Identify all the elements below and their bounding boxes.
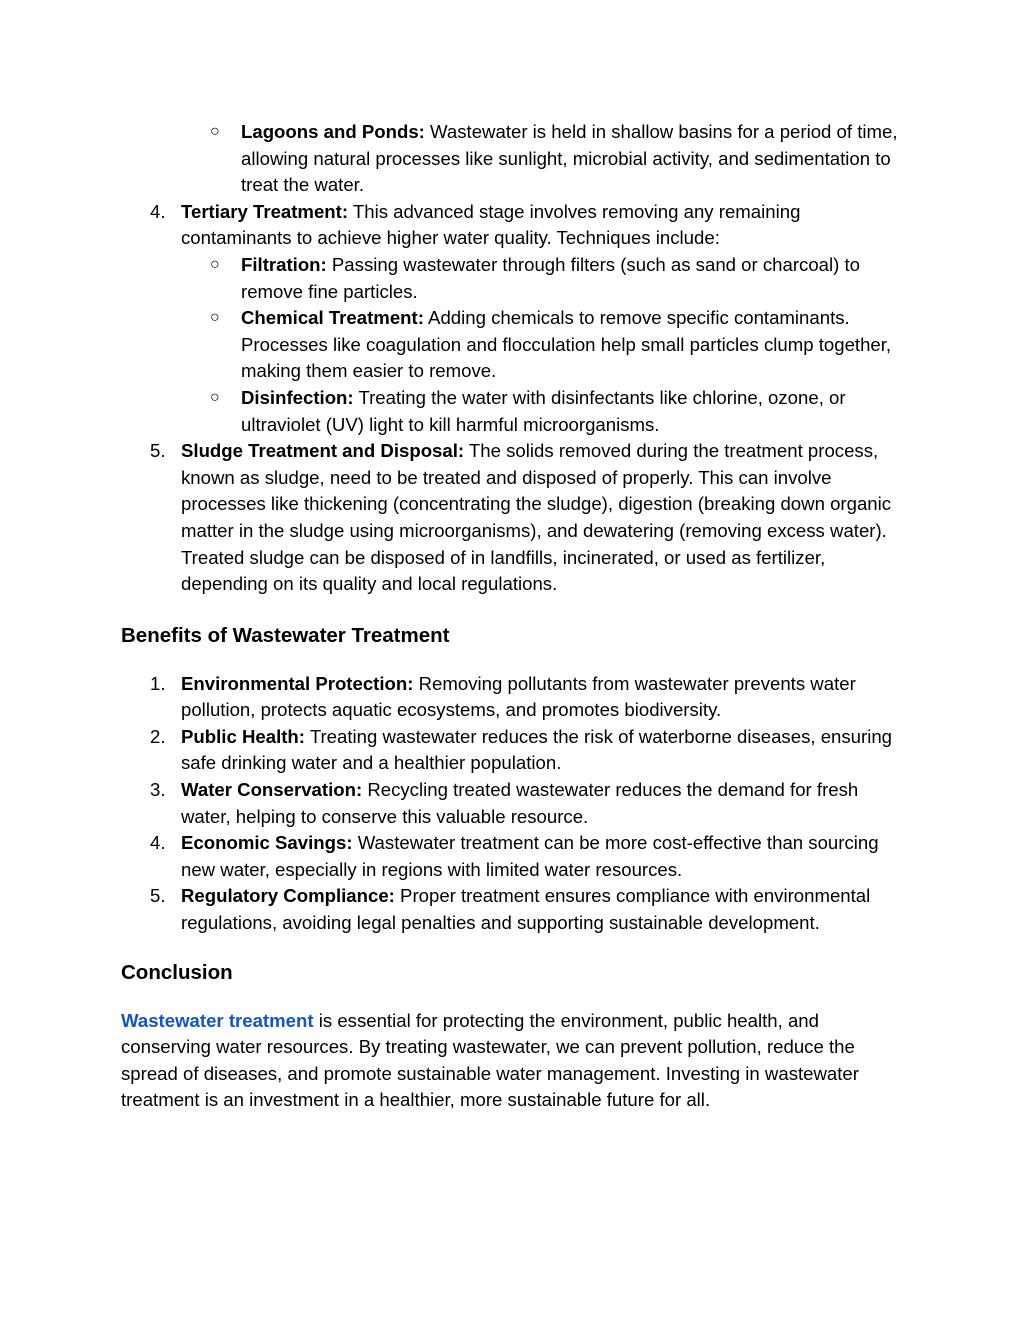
conclusion-text: is essential for protecting the environment, public health, and conserving water resources. By treating wastewater, we can prevent pollution, reduce the spread of diseases, and promote sustainable water management. Investing in wastewater treatment is an investment in a healthier, more sustainable future for all. [121,1009,859,1111]
hollow-circle-bullet-icon: ○ [210,388,220,406]
list-item-tertiary-treatment [121,199,911,438]
list-item-regulatory-compliance [121,883,911,936]
list-number: 3. [150,779,166,801]
list-item-title: Lagoons and Ponds: [241,121,425,142]
tertiary-techniques-list [181,252,911,438]
list-item-text: Proper treatment ensures compliance with environmental regulations, avoiding legal penalties and supporting sustainable development. [181,885,871,934]
continued-sub-list [121,119,911,199]
list-item-title: Disinfection: [241,386,354,408]
list-item-title: Environmental Protection: [181,672,414,694]
list-item-text: Passing wastewater through filters (such as sand or charcoal) to remove fine particles. [241,253,861,302]
conclusion-paragraph [121,1008,911,1114]
list-number: 5. [150,440,166,462]
list-item-economic-savings [121,830,911,883]
treatment-process-list [121,199,911,598]
document-content [121,119,911,1114]
list-item-text: The solids removed during the treatment process, known as sludge, need to be treated and disposed of properly. This can involve processes like thickening (concentrating the sludge), digestion (breaking down organic matter in the sludge using microorganisms), and dewatering (removing excess water). Treated sludge can be disposed of in landfills, incinerated, or used as fertilizer, depending on its quality and local regulations. [181,440,892,595]
hollow-circle-bullet-icon: ○ [210,123,220,140]
list-item-text: Wastewater is held in shallow basins for a period of time, allowing natural processes like sunlight, microbial activity, and sedimentation to treat the water. [241,121,898,196]
list-number: 5. [150,885,166,907]
list-number: 4. [150,832,166,854]
section-heading-benefits: Benefits of Wastewater Treatment [121,623,450,647]
list-item-title: Public Health: [181,725,305,747]
list-item-title: Water Conservation: [181,779,363,801]
list-item-filtration [181,252,911,305]
list-item-text: Wastewater treatment can be more cost-effective than sourcing new water, especially in regions with limited water resources. [181,832,879,880]
list-item-title: Sludge Treatment and Disposal: [181,440,465,462]
list-item-title: Economic Savings: [181,832,353,854]
section-heading-conclusion: Conclusion [121,960,233,984]
benefits-list [121,671,911,937]
list-item-lagoons [121,119,911,199]
list-item-water-conservation [121,777,911,830]
list-number: 1. [150,672,166,694]
list-item-text: Removing pollutants from wastewater prevents water pollution, protects aquatic ecosystems, and promotes biodiversity. [181,672,856,721]
list-number: 4. [150,200,166,222]
list-item-title: Chemical Treatment: [241,307,424,329]
list-item-title: Tertiary Treatment: [181,200,349,222]
list-item-text: Treating the water with disinfectants like chlorine, ozone, or ultraviolet (UV) light to kill harmful microorganisms. [241,386,846,435]
list-item-chemical-treatment [181,305,911,385]
list-item-text: Recycling treated wastewater reduces the demand for fresh water, helping to conserve this valuable resource. [181,779,859,827]
list-item-environmental-protection [121,671,911,724]
hollow-circle-bullet-icon: ○ [210,309,220,327]
list-item-public-health [121,724,911,777]
hollow-circle-bullet-icon: ○ [210,255,220,273]
list-item-text: This advanced stage involves removing any remaining contaminants to achieve higher water quality. Techniques include: [181,200,801,249]
list-item-text: Treating wastewater reduces the risk of waterborne diseases, ensuring safe drinking water and a healthier population. [181,725,893,774]
wastewater-treatment-link[interactable]: Wastewater treatment [121,1009,319,1031]
list-item-disinfection [181,385,911,438]
list-item-title: Filtration: [241,253,327,275]
list-item-title: Regulatory Compliance: [181,885,395,907]
list-item-text: Adding chemicals to remove specific contaminants. Processes like coagulation and flocculation help small particles clump together, making them easier to remove. [241,307,892,382]
list-item-sludge-treatment [121,438,911,598]
list-number: 2. [150,725,166,747]
